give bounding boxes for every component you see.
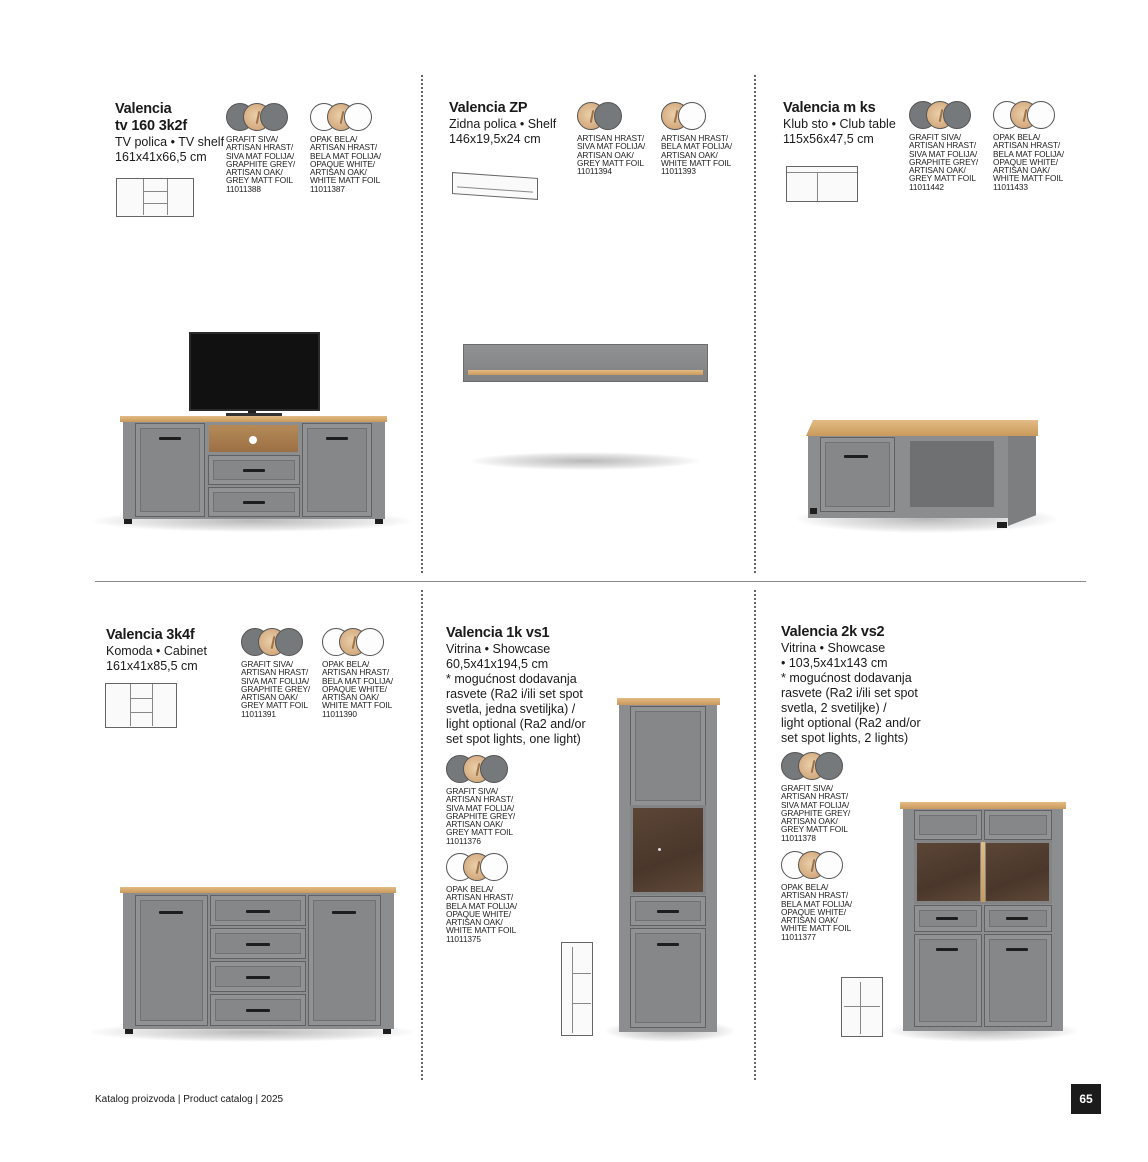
color-variant <box>781 752 851 842</box>
color-variant <box>781 851 852 941</box>
column-divider <box>754 75 756 573</box>
glass-door <box>983 840 1052 904</box>
drawer-handle <box>844 455 868 458</box>
product-text <box>115 101 225 165</box>
leg <box>810 508 817 514</box>
column-divider <box>421 75 423 573</box>
spot-light <box>658 848 661 851</box>
product-title: Valencia ZP <box>449 100 528 116</box>
leg <box>375 519 383 524</box>
color-swatches <box>446 853 516 882</box>
white-swatch <box>1027 101 1055 129</box>
product-title: Valencia 1k vs1 <box>446 625 550 641</box>
variant-label: GRAFIT SIVA/ ARTISAN HRAST/ SIVA MAT FOLIJA/ GRAPHITE GREY/ ARTISAN OAK/ GREY MATT FOIL 11011442 <box>909 132 979 192</box>
grey-swatch <box>815 752 843 780</box>
product-title: Valencia 3k4f <box>106 627 195 643</box>
door-panel <box>630 706 706 806</box>
product-text <box>781 624 946 746</box>
grey-swatch <box>275 628 303 656</box>
drawer-panel <box>914 810 982 840</box>
line-drawing-thumbnail <box>116 178 194 217</box>
glass-door <box>914 840 983 904</box>
white-swatch <box>356 628 384 656</box>
showcase-top <box>617 698 720 705</box>
color-variant <box>993 101 1064 191</box>
door-handle <box>159 911 183 914</box>
variant-label: OPAK BELA/ ARTISAN HRAST/ BELA MAT FOLIJA/ OPAQUE WHITE/ ARTISAN OAK/ WHITE MATT FOIL 11011387 <box>310 134 381 194</box>
line-drawing-thumbnail <box>452 172 538 200</box>
color-swatches <box>661 102 731 131</box>
door-handle <box>326 437 348 440</box>
variant-label: OPAK BELA/ ARTISAN HRAST/ BELA MAT FOLIJA/ OPAQUE WHITE/ ARTISAN OAK/ WHITE MATT FOIL 11011375 <box>446 884 517 944</box>
color-variant <box>577 102 647 175</box>
variant-label: GRAFIT SIVA/ ARTISAN HRAST/ SIVA MAT FOLIJA/ GRAPHITE GREY/ ARTISAN OAK/ GREY MATT FOIL 11011391 <box>241 659 311 719</box>
variant-label: ARTISAN HRAST/ SIVA MAT FOLIJA/ ARTISAN OAK/ GREY MATT FOIL 11011394 <box>577 133 646 177</box>
grey-swatch <box>260 103 288 131</box>
color-variant <box>661 102 732 175</box>
white-swatch <box>815 851 843 879</box>
variant-label: GRAFIT SIVA/ ARTISAN HRAST/ SIVA MAT FOLIJA/ GRAPHITE GREY/ ARTISAN OAK/ GREY MATT FOIL 11011376 <box>446 786 516 846</box>
floor-shadow <box>470 452 700 470</box>
door-handle <box>332 911 356 914</box>
white-swatch <box>344 103 372 131</box>
color-swatches <box>993 101 1063 130</box>
drawer-panel <box>984 810 1052 840</box>
wall-shelf-board <box>468 370 703 375</box>
product-subtitle: Vitrina • Showcase • 103,5x41x143 cm * mogućnost dodavanja rasvete (Ra2 i/ili set spot svetla, 2 svetiljke) / light optional (Ra2 and/or set spot lights, 2 lights) <box>781 641 921 745</box>
product-title: Valencia 2k vs2 <box>781 624 885 640</box>
door-panel <box>308 895 381 1026</box>
color-swatches <box>226 103 296 132</box>
line-drawing-thumbnail <box>841 977 883 1037</box>
column-divider <box>754 590 756 1080</box>
line-drawing-thumbnail <box>105 683 177 728</box>
product-text <box>449 100 574 147</box>
page-number: 65 <box>1071 1084 1101 1114</box>
product-subtitle: Klub sto • Club table 115x56x47,5 cm <box>783 117 896 146</box>
color-variant <box>446 755 516 845</box>
wall-shelf-panel <box>463 344 708 382</box>
line-drawing-thumbnail <box>786 166 858 202</box>
door-handle <box>936 948 958 951</box>
leg <box>997 522 1007 528</box>
drawer-handle <box>657 910 679 913</box>
color-variant <box>226 103 296 193</box>
color-variant <box>241 628 311 718</box>
variant-label: OPAK BELA/ ARTISAN HRAST/ BELA MAT FOLIJA/ OPAQUE WHITE/ ARTISAN OAK/ WHITE MATT FOIL 11011390 <box>322 659 393 719</box>
color-swatches <box>241 628 311 657</box>
product-subtitle: Zidna polica • Shelf 146x19,5x24 cm <box>449 117 557 146</box>
color-variant <box>909 101 979 191</box>
color-variant <box>322 628 393 718</box>
drawer-handle <box>243 501 265 504</box>
catalog-footer: Katalog proizvoda | Product catalog | 2025 <box>95 1094 284 1105</box>
color-swatches <box>781 851 851 880</box>
color-swatches <box>909 101 979 130</box>
leg <box>125 1029 133 1034</box>
grey-swatch <box>943 101 971 129</box>
leg <box>124 519 132 524</box>
variant-label: GRAFIT SIVA/ ARTISAN HRAST/ SIVA MAT FOLIJA/ GRAPHITE GREY/ ARTISAN OAK/ GREY MATT FOIL 11011378 <box>781 783 851 843</box>
variant-label: OPAK BELA/ ARTISAN HRAST/ BELA MAT FOLIJA/ OPAQUE WHITE/ ARTISAN OAK/ WHITE MATT FOIL 11011377 <box>781 882 852 942</box>
open-shelf <box>910 441 994 507</box>
drawer-handle <box>1006 917 1028 920</box>
color-variant <box>310 103 381 193</box>
color-swatches <box>577 102 647 131</box>
tv-screen <box>189 332 320 411</box>
table-top <box>806 420 1038 436</box>
line-drawing-thumbnail <box>561 942 593 1036</box>
drawer-handle <box>246 943 270 946</box>
white-swatch <box>678 102 706 130</box>
glass-door <box>630 805 706 895</box>
variant-label: GRAFIT SIVA/ ARTISAN HRAST/ SIVA MAT FOLIJA/ GRAPHITE GREY/ ARTISAN OAK/ GREY MATT FOIL 11011388 <box>226 134 296 194</box>
table-side <box>1008 436 1036 526</box>
variant-label: OPAK BELA/ ARTISAN HRAST/ BELA MAT FOLIJA/ OPAQUE WHITE/ ARTISAN OAK/ WHITE MATT FOIL 11011433 <box>993 132 1064 192</box>
color-swatches <box>322 628 392 657</box>
color-swatches <box>446 755 516 784</box>
color-variant <box>446 853 517 943</box>
variant-label: ARTISAN HRAST/ BELA MAT FOLIJA/ ARTISAN OAK/ WHITE MATT FOIL 11011393 <box>661 133 732 177</box>
product-title: Valencia tv 160 3k2f <box>115 101 187 134</box>
leg <box>383 1029 391 1034</box>
showcase-top <box>900 802 1066 809</box>
product-subtitle: TV polica • TV shelf 161x41x66,5 cm <box>115 135 225 164</box>
glass-divider <box>981 842 985 902</box>
product-subtitle: Komoda • Cabinet 161x41x85,5 cm <box>106 644 207 673</box>
white-swatch <box>480 853 508 881</box>
drawer-handle <box>936 917 958 920</box>
product-text <box>446 625 611 747</box>
drawer-panel <box>820 437 895 512</box>
row-divider <box>95 581 1086 582</box>
drawer-handle <box>243 469 265 472</box>
product-text <box>106 627 226 674</box>
grey-swatch <box>480 755 508 783</box>
product-text <box>783 100 908 147</box>
drawer-handle <box>246 910 270 913</box>
color-swatches <box>310 103 380 132</box>
drawer-handle <box>246 1009 270 1012</box>
product-title: Valencia m ks <box>783 100 876 116</box>
drawer-handle <box>246 976 270 979</box>
product-subtitle: Vitrina • Showcase 60,5x41x194,5 cm * mogućnost dodavanja rasvete (Ra2 i/ili set spot svetla, jedna svetiljka) / light optional (Ra2 and/or set spot lights, one light) <box>446 642 586 746</box>
door-handle <box>159 437 181 440</box>
door-handle <box>657 943 679 946</box>
cable-hole <box>249 436 257 444</box>
door-handle <box>1006 948 1028 951</box>
color-swatches <box>781 752 851 781</box>
column-divider <box>421 590 423 1080</box>
grey-swatch <box>594 102 622 130</box>
door-panel <box>135 895 208 1026</box>
